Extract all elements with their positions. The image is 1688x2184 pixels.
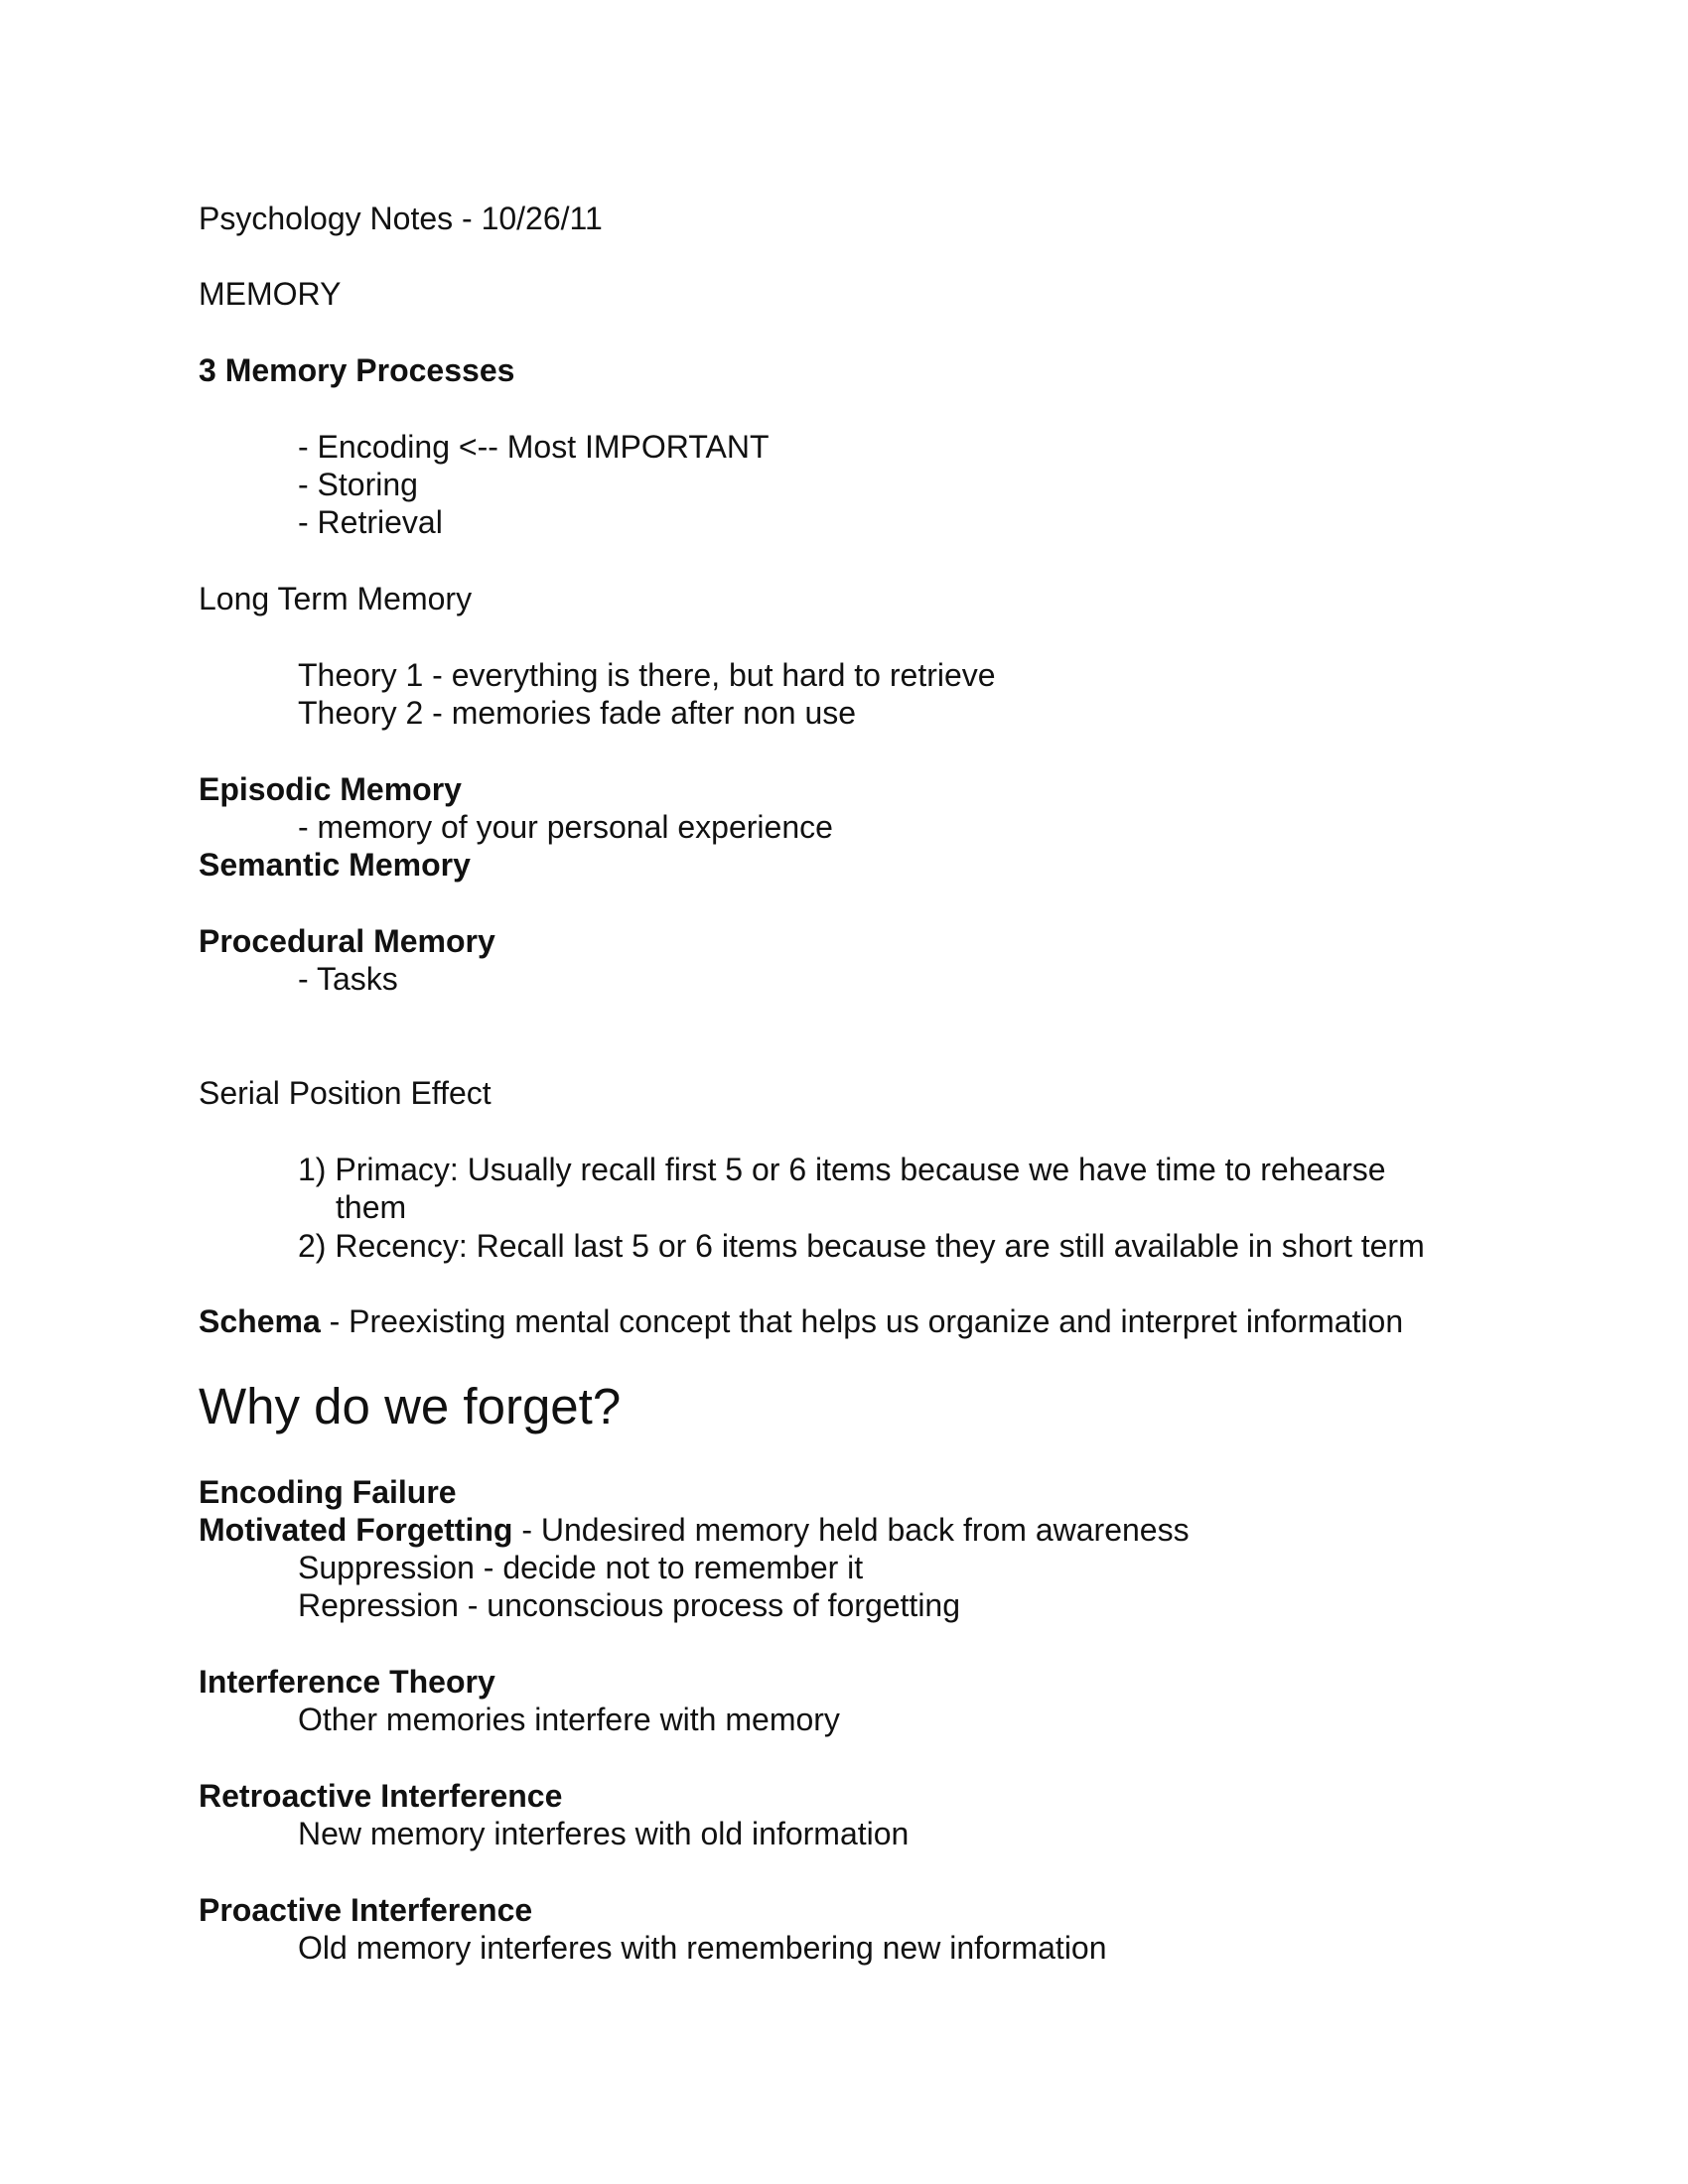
procedural-heading: Procedural Memory bbox=[199, 923, 495, 959]
episodic-heading: Episodic Memory bbox=[199, 771, 462, 807]
motivated-subitem: Suppression - decide not to remember it bbox=[298, 1550, 864, 1585]
proactive-detail: Old memory interferes with remembering new information bbox=[298, 1930, 1107, 1966]
schema-definition: - Preexisting mental concept that helps us organize and interpret information bbox=[320, 1303, 1404, 1339]
serial-item: 2) Recency: Recall last 5 or 6 items because they are still available in short term bbox=[298, 1228, 1425, 1264]
procedural-detail: - Tasks bbox=[298, 961, 398, 997]
encoding-failure-heading: Encoding Failure bbox=[199, 1474, 457, 1510]
motivated-forgetting-definition: - Undesired memory held back from awareness bbox=[512, 1512, 1190, 1548]
semantic-heading: Semantic Memory bbox=[199, 847, 471, 883]
process-item: - Storing bbox=[298, 467, 418, 502]
theory-item: Theory 2 - memories fade after non use bbox=[298, 695, 857, 731]
processes-heading: 3 Memory Processes bbox=[199, 352, 515, 388]
retroactive-detail: New memory interferes with old information bbox=[298, 1816, 910, 1851]
page-title: Psychology Notes - 10/26/11 bbox=[199, 201, 603, 236]
theory-item: Theory 1 - everything is there, but hard to retrieve bbox=[298, 657, 996, 693]
long-term-heading: Long Term Memory bbox=[199, 581, 473, 616]
schema-line bbox=[199, 1302, 1403, 1340]
process-item: - Retrieval bbox=[298, 504, 443, 540]
retroactive-heading: Retroactive Interference bbox=[199, 1778, 563, 1814]
serial-heading: Serial Position Effect bbox=[199, 1075, 492, 1111]
schema-term: Schema bbox=[199, 1303, 321, 1339]
episodic-detail: - memory of your personal experience bbox=[298, 809, 833, 845]
interference-detail: Other memories interfere with memory bbox=[298, 1702, 840, 1737]
interference-heading: Interference Theory bbox=[199, 1664, 495, 1700]
serial-item-continued: them bbox=[336, 1189, 407, 1225]
topic-heading: MEMORY bbox=[199, 276, 342, 312]
motivated-forgetting-line bbox=[199, 1511, 1190, 1549]
process-item: - Encoding <-- Most IMPORTANT bbox=[298, 429, 770, 465]
serial-item: 1) Primacy: Usually recall first 5 or 6 items because we have time to rehearse bbox=[298, 1152, 1386, 1187]
proactive-heading: Proactive Interference bbox=[199, 1892, 533, 1928]
motivated-subitem: Repression - unconscious process of forgetting bbox=[298, 1587, 961, 1623]
forget-heading: Why do we forget? bbox=[199, 1378, 622, 1434]
motivated-forgetting-term: Motivated Forgetting bbox=[199, 1512, 513, 1548]
